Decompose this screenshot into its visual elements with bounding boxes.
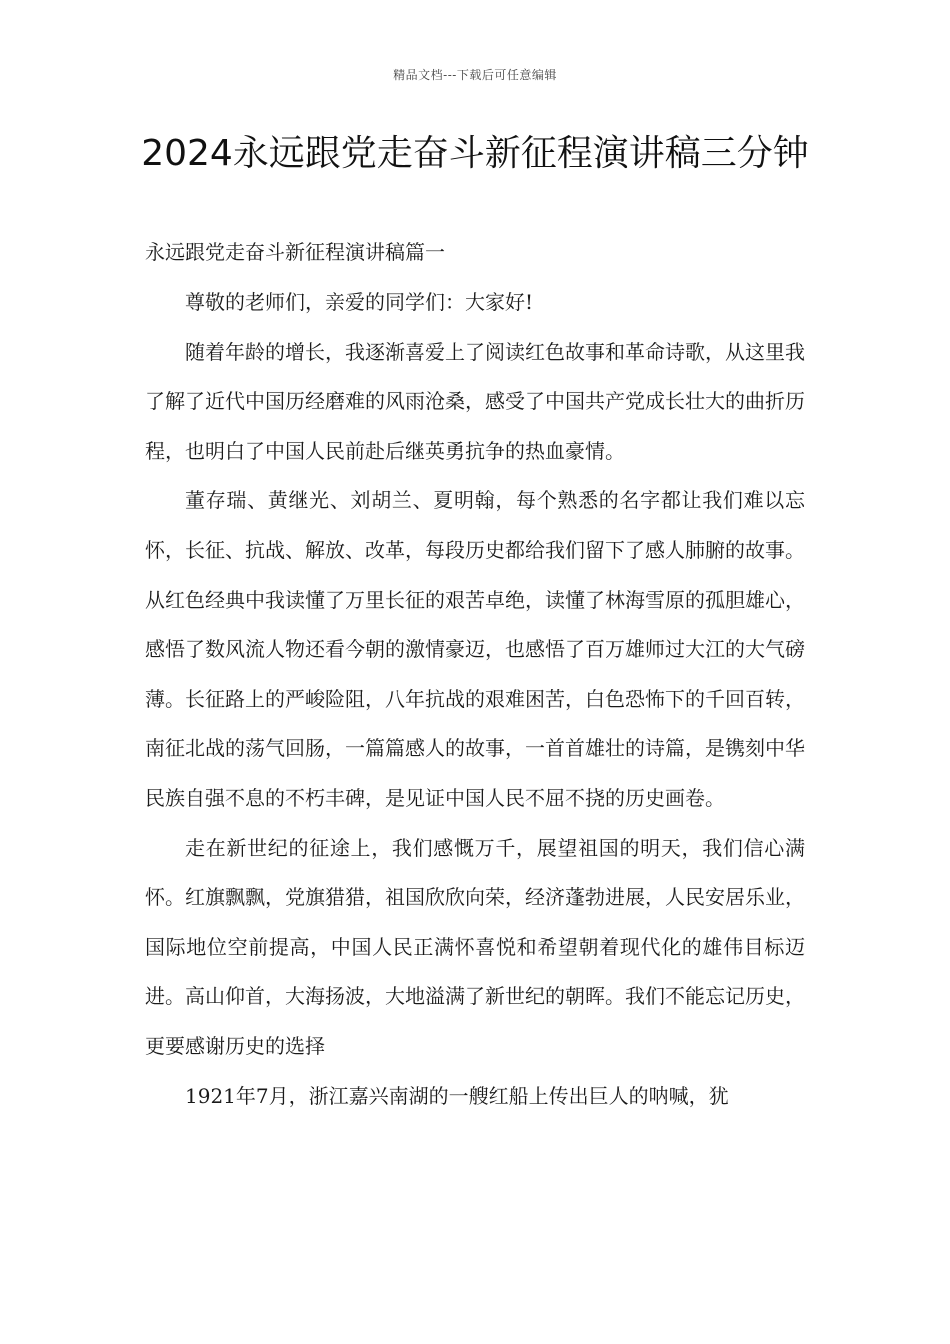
paragraph: 随着年龄的增长，我逐渐喜爱上了阅读红色故事和革命诗歌，从这里我了解了近代中国历经磨难的风雨沧桑，感受了中国共产党成长壮大的曲折历程，也明白了中国人民前赴后继英勇抗争的热血豪情。: [145, 339, 805, 463]
document-title: 2024永远跟党走奋斗新征程演讲稿三分钟: [141, 133, 809, 174]
header-note: 精品文档---下载后可任意编辑: [393, 68, 557, 82]
paragraph-greeting: 尊敬的老师们，亲爱的同学们：大家好!: [185, 290, 534, 314]
section-subtitle: 永远跟党走奋斗新征程演讲稿篇一: [145, 240, 445, 264]
paragraph: 1921年7月，浙江嘉兴南湖的一艘红船上传出巨人的呐喊，犹: [185, 1083, 729, 1108]
paragraph: 董存瑞、黄继光、刘胡兰、夏明翰，每个熟悉的名字都让我们难以忘怀，长征、抗战、解放、改革，每段历史都给我们留下了感人肺腑的故事。从红色经典中我读懂了万里长征的艰苦卓绝，读懂了林海雪原的孤胆雄心，感悟了数风流人物还看今朝的激情豪迈，也感悟了百万雄师过大江的大气磅薄。长征路上的严峻险阻，八年抗战的艰难困苦，白色恐怖下的千回百转，南征北战的荡气回肠，一篇篇感人的故事，一首首雄壮的诗篇，是镌刻中华民族自强不息的不朽丰碑，是见证中国人民不屈不挠的历史画卷。: [145, 488, 805, 810]
paragraph: 走在新世纪的征途上，我们感慨万千，展望祖国的明天，我们信心满怀。红旗飘飘，党旗猎猎，祖国欣欣向荣，经济蓬勃进展，人民安居乐业，国际地位空前提高，中国人民正满怀喜悦和希望朝着现代化的雄伟目标迈进。高山仰首，大海扬波，大地溢满了新世纪的朝晖。我们不能忘记历史，更要感谢历史的选择: [145, 835, 805, 1058]
body-text: [145, 278, 805, 1121]
